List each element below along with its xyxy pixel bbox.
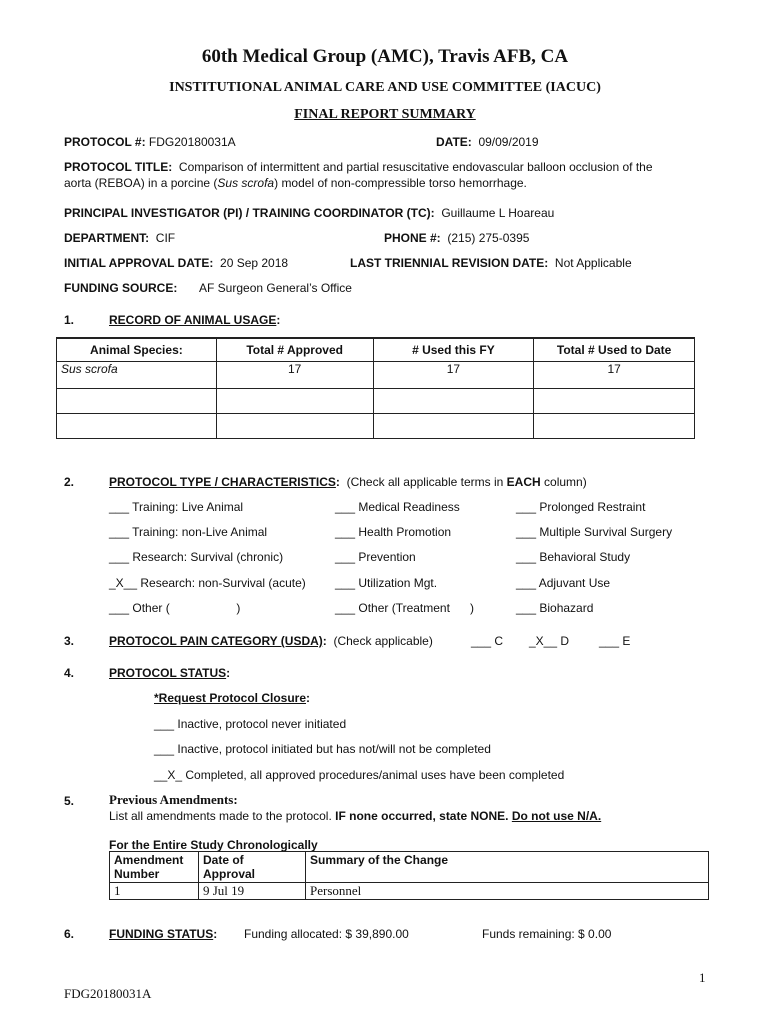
type-option: _X__ Research: non-Survival (acute) (109, 576, 306, 590)
revision-label: LAST TRIENNIAL REVISION DATE: (350, 256, 549, 270)
table-row (57, 414, 695, 439)
table-cell (216, 389, 373, 414)
table-header-row (110, 852, 709, 883)
table-row (57, 389, 695, 414)
status-option: ___ Inactive, protocol initiated but has not/will not be completed (154, 742, 491, 756)
protocol-date-label: DATE: (436, 135, 472, 149)
initial-approval-label: INITIAL APPROVAL DATE: (64, 256, 214, 270)
section-6-number: 6. (64, 927, 75, 941)
section-6-heading (109, 927, 217, 941)
closure-heading-text: *Request Protocol Closure (154, 691, 307, 705)
table-cell (57, 389, 217, 414)
department-line (64, 231, 175, 245)
page-number: 1 (699, 970, 706, 985)
closure-colon: : (306, 691, 311, 705)
type-option: ___ Research: Survival (chronic) (109, 550, 284, 564)
initial-approval-line (64, 256, 288, 270)
funding-source-value: AF Surgeon General’s Office (199, 281, 352, 295)
section-6-heading-text: FUNDING STATUS (109, 927, 214, 941)
section-3-note: (Check applicable) (333, 634, 433, 648)
type-option: ___ Adjuvant Use (516, 576, 611, 590)
type-option: ___ Other ( ) (109, 601, 241, 615)
table-cell (534, 414, 695, 439)
column-header: Animal Species: (57, 338, 217, 362)
type-option: ___ Behavioral Study (516, 550, 631, 564)
section-4-number: 4. (64, 666, 75, 680)
amendments-instruction-text: List all amendments made to the protocol. (109, 809, 336, 823)
table-header-row (57, 338, 695, 362)
section-3-heading-text: PROTOCOL PAIN CATEGORY (USDA) (109, 634, 323, 648)
table-cell (373, 389, 534, 414)
type-option: ___ Prolonged Restraint (516, 500, 646, 514)
type-option: ___ Utilization Mgt. (335, 576, 438, 590)
table-cell: 17 (216, 362, 373, 389)
section-2-note-bold: EACH (506, 475, 541, 489)
type-option: ___ Other (Treatment ) (335, 601, 474, 615)
type-option: ___ Training: Live Animal (109, 500, 244, 514)
phone-label: PHONE #: (384, 231, 441, 245)
status-option: ___ Inactive, protocol never initiated (154, 717, 347, 731)
section-2-note: (Check all applicable terms in (346, 475, 507, 489)
type-option: ___ Training: non-Live Animal (109, 525, 268, 539)
type-option: ___ Multiple Survival Surgery (516, 525, 673, 539)
section-4-colon: : (226, 666, 231, 680)
type-option: ___ Medical Readiness (335, 500, 460, 514)
protocol-date-line (436, 135, 539, 149)
pain-option-e: ___ E (599, 634, 631, 648)
report-heading: FINAL REPORT SUMMARY (294, 107, 476, 122)
section-5-number: 5. (64, 794, 75, 808)
pi-name: Guillaume L Hoareau (441, 206, 555, 220)
table-cell (534, 389, 695, 414)
table-cell (216, 414, 373, 439)
type-option: ___ Biohazard (516, 601, 594, 615)
protocol-title-text1: Comparison of intermittent and partial resuscitative endovascular balloon occlusion of the (178, 160, 653, 174)
protocol-number-label: PROTOCOL #: (64, 135, 146, 149)
funding-allocated: Funding allocated: $ 39,890.00 (244, 927, 409, 941)
amendments-none-note: IF none occurred, state NONE. (335, 809, 509, 823)
table-cell: Sus scrofa (57, 362, 217, 389)
section-1-heading-text: RECORD OF ANIMAL USAGE (109, 313, 277, 327)
section-1-heading (109, 313, 280, 327)
amendments-table (109, 851, 709, 900)
column-header: Date of Approval (199, 852, 306, 883)
revision-line (350, 256, 632, 270)
section-6-colon: : (213, 927, 218, 941)
initial-approval-value: 20 Sep 2018 (220, 256, 289, 270)
pain-option-c: ___ C (471, 634, 504, 648)
amendments-subheading: For the Entire Study Chronologically (109, 838, 318, 852)
protocol-number: FDG20180031A (148, 135, 236, 149)
section-2-heading (109, 475, 587, 489)
section-3-number: 3. (64, 634, 75, 648)
section-4-heading-text: PROTOCOL STATUS (109, 666, 227, 680)
column-header: Total # Used to Date (534, 338, 695, 362)
status-option: __X_ Completed, all approved procedures/animal uses have been completed (154, 768, 565, 782)
department-label: DEPARTMENT: (64, 231, 150, 245)
table-cell: 1 (110, 883, 199, 900)
table-row (110, 883, 709, 900)
section-2-number: 2. (64, 475, 75, 489)
section-3-colon: : (322, 634, 327, 648)
protocol-title-species: Sus scrofa (217, 176, 275, 190)
amendments-instruction (109, 809, 601, 823)
section-2-heading-text: PROTOCOL TYPE / CHARACTERISTICS (109, 475, 336, 489)
animal-usage-table (56, 337, 695, 439)
section-3-heading (109, 634, 433, 648)
funding-source-label: FUNDING SOURCE: (64, 281, 178, 295)
protocol-title-line1 (64, 160, 653, 174)
type-option: ___ Health Promotion (335, 525, 452, 539)
table-cell: 17 (534, 362, 695, 389)
column-header: Summary of the Change (306, 852, 709, 883)
protocol-date: 09/09/2019 (478, 135, 539, 149)
table-cell: 17 (373, 362, 534, 389)
revision-value: Not Applicable (554, 256, 632, 270)
committee-heading: INSTITUTIONAL ANIMAL CARE AND USE COMMITTEE (IACUC) (169, 80, 601, 95)
table-row (57, 362, 695, 389)
type-option: ___ Prevention (335, 550, 416, 564)
protocol-title-label: PROTOCOL TITLE: (64, 160, 173, 174)
footer-doc-id: FDG20180031A (64, 986, 152, 1001)
column-header: Total # Approved (216, 338, 373, 362)
department-value: CIF (155, 231, 176, 245)
table-cell (373, 414, 534, 439)
column-header: Amendment Number (110, 852, 199, 883)
page-title: 60th Medical Group (AMC), Travis AFB, CA (201, 46, 569, 67)
section-4-heading (109, 666, 230, 680)
amendments-na-note: Do not use N/A. (511, 809, 602, 823)
funding-source-line (64, 281, 177, 295)
funds-remaining: Funds remaining: $ 0.00 (482, 927, 612, 941)
section-2-colon: : (335, 475, 340, 489)
section-2-note-end: column) (540, 475, 587, 489)
pain-option-d: _X__ D (529, 634, 570, 648)
protocol-title-text2b: ) model of non-compressible torso hemorrhage. (274, 176, 527, 190)
section-1-colon: : (276, 313, 281, 327)
table-cell (57, 414, 217, 439)
section-5-heading: Previous Amendments: (109, 792, 238, 807)
closure-heading (154, 691, 310, 705)
phone-line (384, 231, 529, 245)
protocol-number-line (64, 135, 236, 149)
table-cell: 9 Jul 19 (199, 883, 306, 900)
protocol-title-line2 (64, 176, 527, 190)
column-header: # Used this FY (373, 338, 534, 362)
phone-value: (215) 275-0395 (447, 231, 530, 245)
pi-label: PRINCIPAL INVESTIGATOR (PI) / TRAINING COORDINATOR (TC): (64, 206, 435, 220)
protocol-title-text2a: aorta (REBOA) in a porcine ( (64, 176, 218, 190)
pi-line (64, 206, 554, 220)
section-1-number: 1. (64, 313, 75, 327)
table-cell: Personnel (306, 883, 709, 900)
